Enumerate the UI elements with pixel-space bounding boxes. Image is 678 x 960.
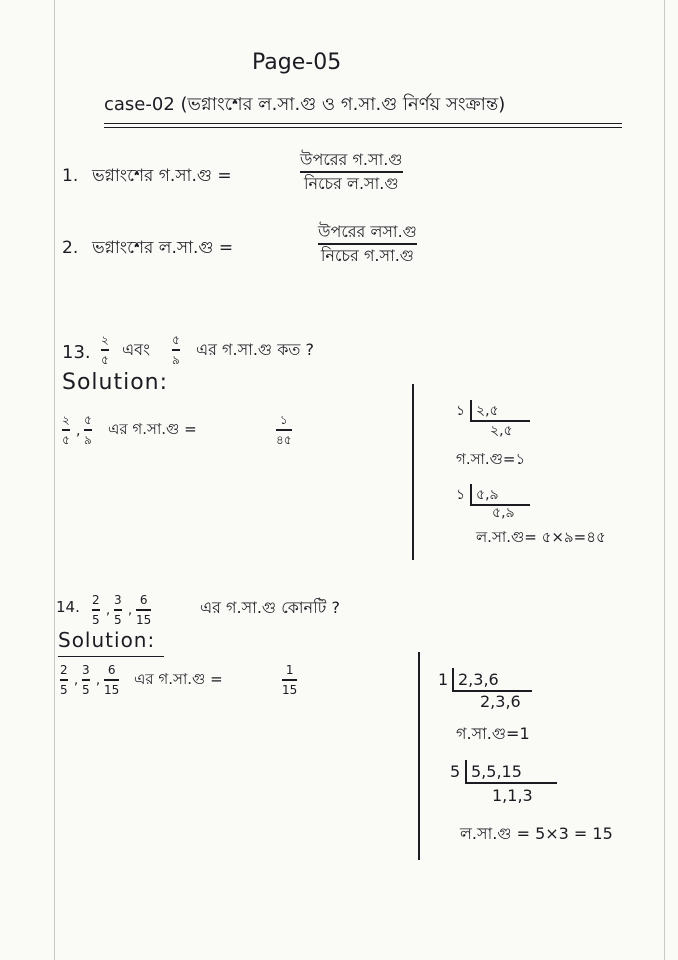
page-label: Page-05 (252, 50, 342, 75)
q13-ans-f1-numerator: ২ (62, 413, 70, 427)
division-underline (465, 782, 557, 784)
q13-question-text: এর গ.সা.গু কত ? (196, 340, 314, 359)
q14-ans-f1-numerator: 2 (60, 663, 68, 677)
q14-ans-f2-numerator: 3 (82, 663, 90, 677)
q14-f1-numerator: 2 (92, 593, 100, 607)
comma: , (76, 423, 81, 439)
q13-ans-f2-denominator: ৯ (84, 432, 92, 447)
rule-1-lhs: ভগ্নাংশের গ.সা.গু = (92, 166, 232, 186)
q13-solution-label: Solution: (62, 370, 169, 395)
q13-gcd-line: গ.সা.গু=১ (456, 450, 526, 468)
q13-f1-numerator: ২ (101, 333, 109, 347)
comma: , (74, 673, 79, 688)
q13-joiner: এবং (122, 340, 150, 359)
rule-2-lhs: ভগ্নাংশের ল.সা.গু = (92, 238, 234, 258)
q13-fraction-2 (172, 334, 180, 366)
q14-ans-f3-numerator: 6 (107, 663, 116, 677)
q13-work2-numbers: ৫,৯ (476, 487, 499, 503)
q14-work2-divisor: 5 (450, 762, 461, 781)
fraction-bar (282, 679, 297, 681)
q14-answer-text: এর গ.সা.গু = (134, 670, 223, 688)
comma: , (106, 603, 111, 618)
q14-answer-numerator: 1 (285, 663, 294, 677)
rule-1-fraction (300, 152, 403, 192)
q13-work1-result: ২,৫ (490, 423, 513, 439)
q14-gcd-line: গ.সা.গু=1 (456, 724, 530, 743)
rule-2-fraction (318, 224, 417, 264)
rule-2-number: 2. (62, 238, 79, 258)
q14-work1-numbers: 2,3,6 (458, 670, 499, 689)
q14-work2-result: 1,1,3 (492, 786, 533, 805)
q13-work1-divisor: ১ (456, 403, 466, 419)
q14-f3-denominator: 15 (136, 612, 152, 627)
fraction-bar (101, 349, 109, 351)
q13-f2-numerator: ৫ (172, 333, 180, 347)
comma: , (96, 673, 101, 688)
fraction-bar (104, 679, 119, 681)
rule-2-denominator: নিচের গ.সা.গু (320, 245, 414, 265)
q13-f1-denominator: ৫ (101, 352, 109, 367)
q14-solution-label: Solution: (58, 628, 156, 652)
rule-1-number: 1. (62, 166, 79, 186)
fraction-bar (60, 679, 68, 681)
q14-ans-f3-denominator: 15 (104, 682, 120, 697)
q13-ans-f2-numerator: ৫ (84, 413, 92, 427)
fraction-bar (82, 679, 90, 681)
fraction-bar (172, 349, 180, 351)
fraction-bar (92, 609, 100, 611)
q14-f2-denominator: 5 (114, 612, 122, 627)
fraction-bar (62, 429, 70, 431)
q13-ans-f1-denominator: ৫ (62, 432, 70, 447)
rule-1-numerator: উপরের গ.সা.গু (300, 150, 403, 169)
q13-ans-fraction-2 (84, 414, 92, 446)
division-underline (470, 420, 530, 422)
q13-work1-numbers: ২,৫ (476, 403, 499, 419)
fraction-bar (318, 243, 417, 245)
q13-fraction-1 (101, 334, 109, 366)
q14-f3-numerator: 6 (139, 593, 148, 607)
q13-answer-fraction (276, 414, 292, 446)
q13-work2-result: ৫,৯ (492, 505, 515, 521)
q14-ans-f1-denominator: 5 (60, 682, 68, 697)
q13-answer-text: এর গ.সা.গু = (108, 420, 197, 438)
division-bar (470, 484, 472, 504)
q14-answer-denominator: 15 (282, 682, 298, 697)
q14-work2-numbers: 5,5,15 (471, 762, 522, 781)
division-bar (452, 668, 454, 690)
case-heading-underline (104, 123, 622, 124)
fraction-bar (300, 171, 403, 173)
q14-answer-fraction (282, 664, 297, 696)
case-heading: case-02 (ভগ্নাংশের ল.সা.গু ও গ.সা.গু নির্ণয় সংক্রান্ত) (104, 94, 506, 115)
rule-1-denominator: নিচের ল.সা.গু (303, 173, 399, 193)
division-bar (465, 760, 467, 782)
q14-working-divider (418, 652, 420, 860)
q14-fraction-3 (136, 594, 151, 626)
q14-work1-result: 2,3,6 (480, 692, 521, 711)
division-bar (470, 400, 472, 420)
rule-2-numerator: উপরের লসা.গু (318, 222, 417, 241)
comma: , (128, 603, 133, 618)
q14-fraction-2 (114, 594, 122, 626)
q13-ans-fraction-1 (62, 414, 70, 446)
case-heading-underline-2 (104, 127, 622, 128)
q14-ans-fraction-3 (104, 664, 119, 696)
q14-ans-f2-denominator: 5 (82, 682, 90, 697)
q13-number: 13. (62, 342, 91, 363)
left-margin-line (54, 0, 55, 960)
fraction-bar (84, 429, 92, 431)
q14-question-text: এর গ.সা.গু কোনটি ? (200, 598, 340, 617)
q14-lcm-line: ল.সা.গু = 5×3 = 15 (460, 824, 613, 843)
fraction-bar (136, 609, 151, 611)
q14-f1-denominator: 5 (92, 612, 100, 627)
q14-ans-fraction-2 (82, 664, 90, 696)
q14-f2-numerator: 3 (114, 593, 122, 607)
q13-lcm-line: ল.সা.গু= ৫×৯=৪৫ (476, 528, 606, 546)
right-margin-line (664, 0, 665, 960)
q14-work1-divisor: 1 (438, 670, 449, 689)
q14-number: 14. (56, 598, 80, 616)
q13-answer-denominator: ৪৫ (276, 432, 292, 447)
q13-f2-denominator: ৯ (172, 352, 180, 367)
q14-fraction-1 (92, 594, 100, 626)
fraction-bar (276, 429, 292, 431)
fraction-bar (114, 609, 122, 611)
q14-ans-fraction-1 (60, 664, 68, 696)
q13-answer-numerator: ১ (279, 413, 288, 427)
q13-work2-divisor: ১ (456, 487, 466, 503)
q13-working-divider (412, 384, 414, 560)
solution-underline (58, 656, 164, 657)
